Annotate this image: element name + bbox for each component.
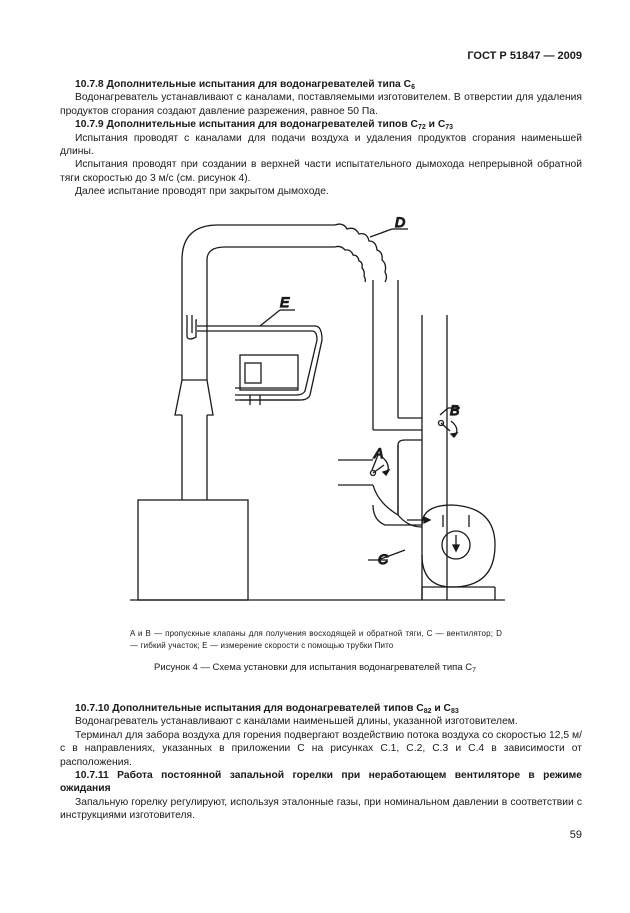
section-10-7-9-title: 10.7.9 Дополнительные испытания для водонагревателей типов $C_{72}$ и $C_{73}$ <box>75 119 454 132</box>
test-rig-diagram <box>100 215 530 615</box>
section-10-7-9-p1: Испытания проводят с каналами для подачи воздуха и удаления продуктов сгорания наименьшей длины. <box>60 132 582 158</box>
section-10-7-10-p1: Водонагреватель устанавливают с каналами наименьшей длины, указанной изготовителем. <box>75 716 518 728</box>
pitot-tube-e <box>187 315 197 339</box>
page-number: 59 <box>569 829 582 841</box>
pitot-gauge <box>240 355 298 390</box>
water-heater-box <box>138 500 248 600</box>
label-b: B <box>450 402 460 418</box>
section-10-7-8-body: Водонагреватель устанавливают с каналами, поставляемыми изготовителем. В отверстии для удаления продуктов сгорания создают давление разрежения, равное 50 Па. <box>60 92 582 117</box>
figure-legend: A и B — пропускные клапаны для получения восходящей и обратной тяги, C — вентилятор; D — гибкий участок; E — измерение скорости с помощью трубки Пито <box>130 629 502 650</box>
section-10-7-9-p3: Далее испытание проводят при закрытом дымоходе. <box>75 186 329 198</box>
section-10-7-8-title: 10.7.8 Дополнительные испытания для водонагревателей типа $C_6$ <box>75 79 415 91</box>
figure-caption: Рисунок 4 — Схема установки для испытания водонагревателей типа $C_7$ <box>153 662 477 674</box>
draught-diverter <box>175 380 213 415</box>
label-e: E <box>280 294 290 310</box>
section-10-7-11-title: 10.7.11 Работа постоянной запальной горелки при неработающем вентиляторе в режиме ожидания <box>60 770 582 795</box>
sections-bottom <box>60 702 582 823</box>
section-10-7-10-p2: Терминал для забора воздуха для горения подвергают воздействию потока воздуха со скоростью 12,5 м/с в направлениях, указанных в приложении С на рисунках С.1, С.2, С.3 и С.4 в зависимости от расположения. <box>60 729 582 768</box>
section-10-7-10-title: 10.7.10 Дополнительные испытания для водонагревателей типов $C_{82}$ и $C_{83}$ <box>75 703 459 715</box>
sections-top <box>60 78 582 199</box>
flexible-section-d <box>335 224 387 282</box>
standard-header: ГОСТ Р 51847 — 2009 <box>467 50 582 62</box>
section-10-7-11-p1: Запальную горелку регулируют, используя эталонные газы, при номинальном давлении в соответствии с инструкциями изготовителя. <box>60 796 582 822</box>
section-10-7-9-p2: Испытания проводят при создании в верхней части испытательного дымохода непрерывной обратной тяги скоростью до 3 м/с (см. рисунок 4). <box>60 159 582 184</box>
label-d: D <box>395 215 406 230</box>
label-c: C <box>378 551 389 567</box>
label-a: A <box>374 445 384 461</box>
